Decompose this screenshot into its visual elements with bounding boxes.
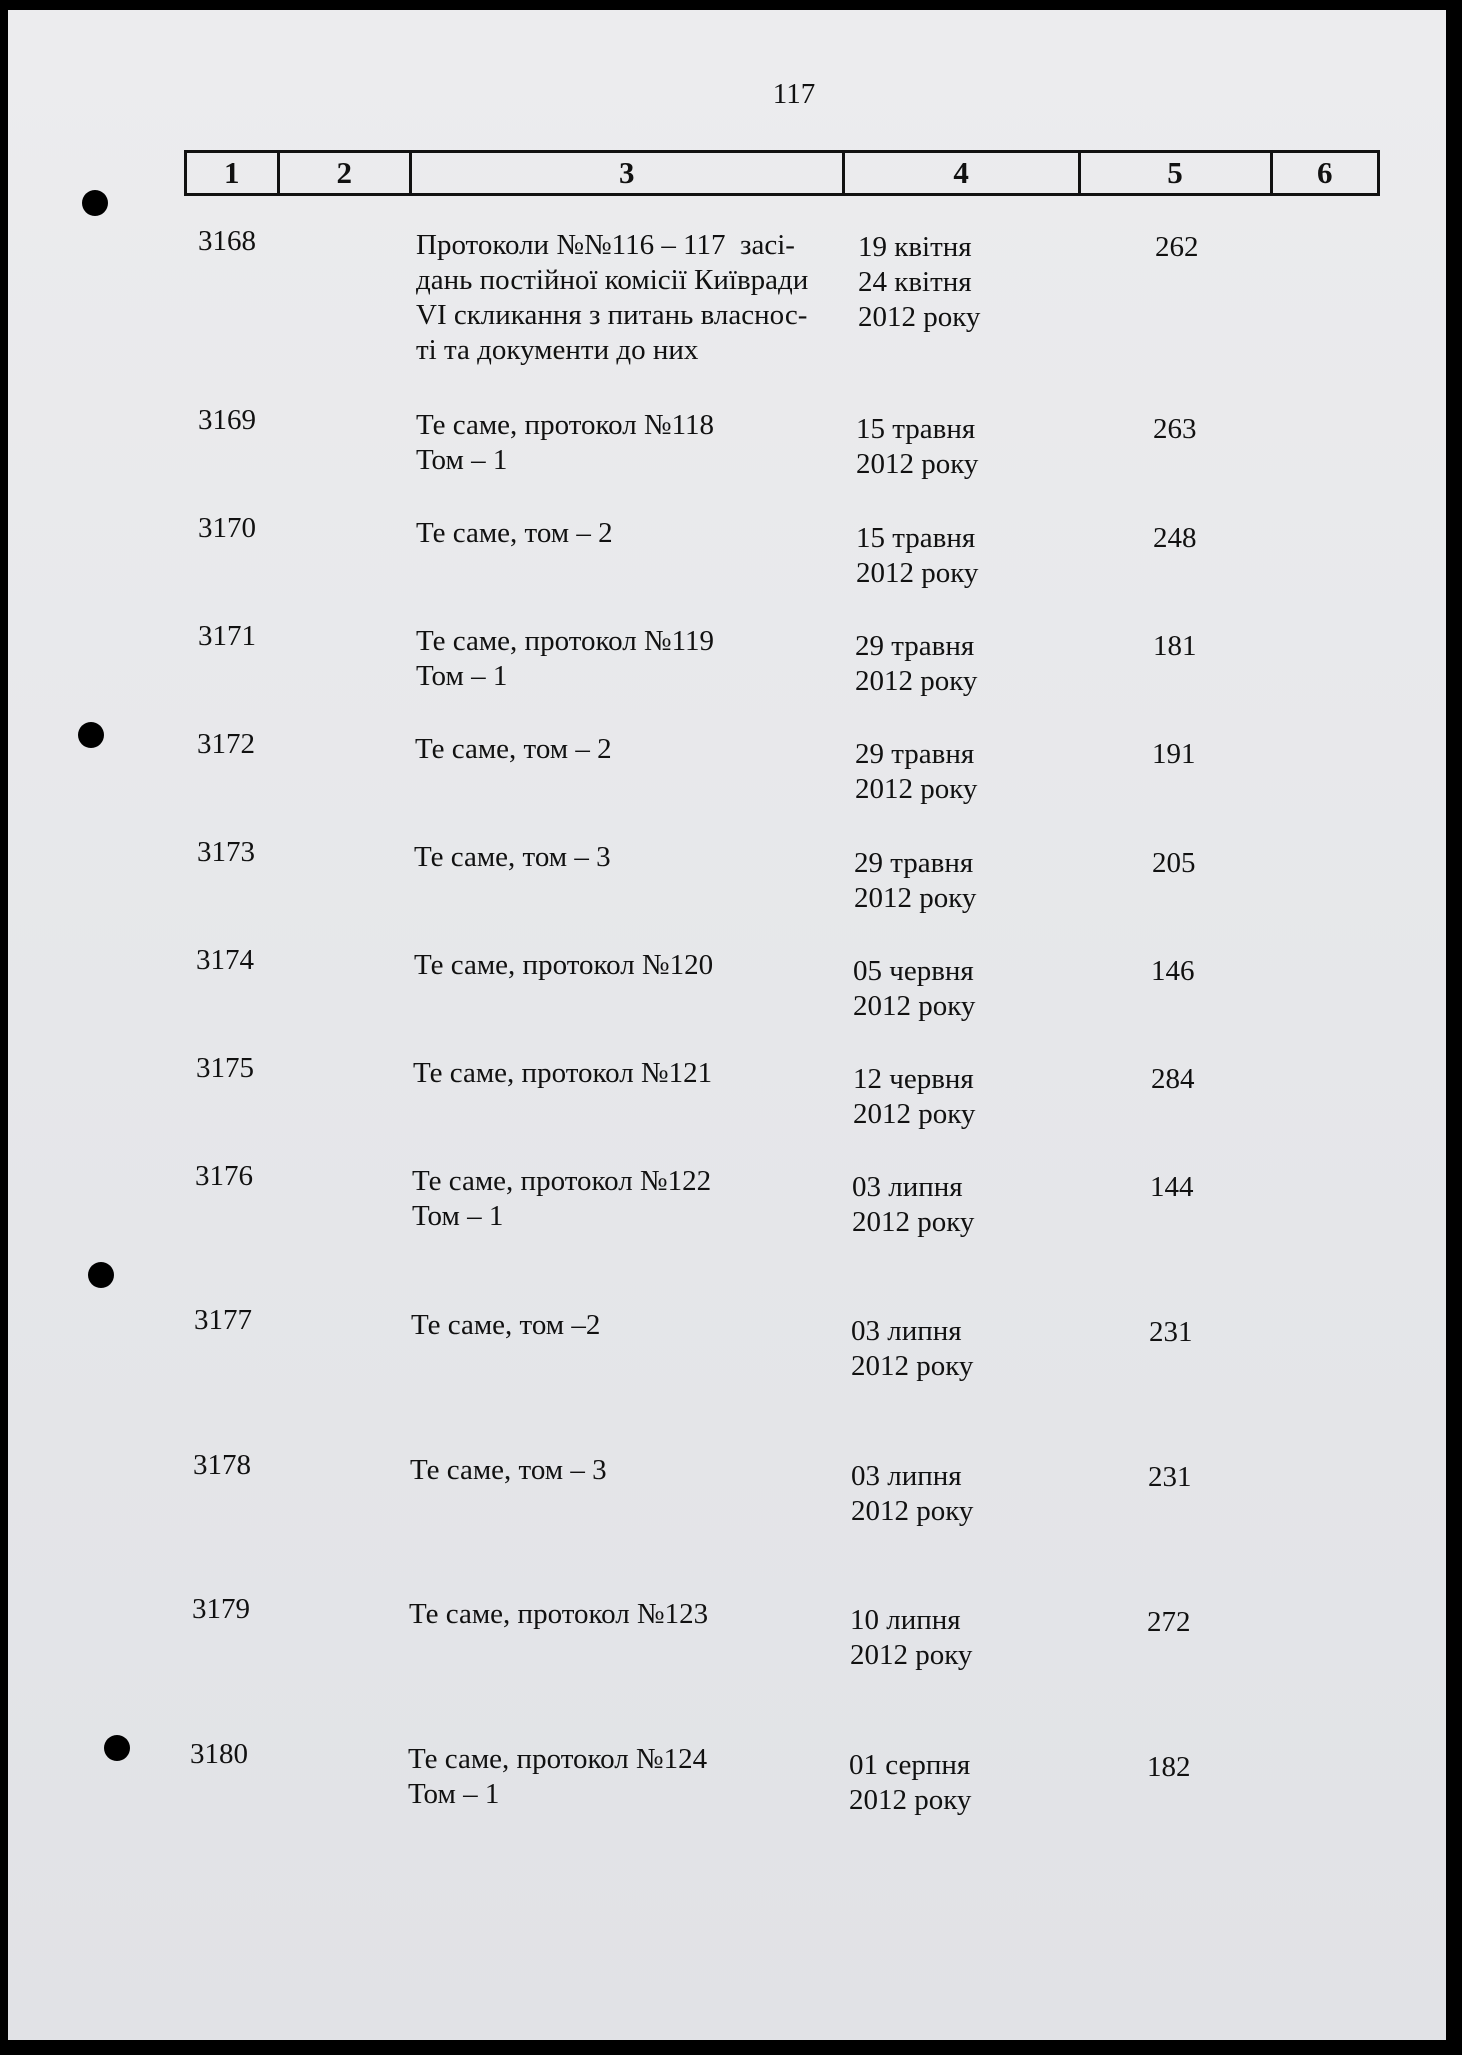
row-date: 03 липня 2012 року <box>852 1171 975 1238</box>
row-date: 12 червня 2012 року <box>853 1063 976 1130</box>
row-count: 205 <box>1152 847 1196 879</box>
column-header: 2 <box>280 153 412 193</box>
row-number: 3173 <box>197 836 255 868</box>
row-count: 262 <box>1155 231 1199 263</box>
row-number: 3176 <box>195 1160 253 1192</box>
row-date: 03 липня 2012 року <box>851 1460 974 1527</box>
row-count: 144 <box>1150 1171 1194 1203</box>
row-title: Те саме, протокол №122 Том – 1 <box>412 1165 712 1232</box>
row-number: 3175 <box>196 1052 254 1084</box>
column-header: 5 <box>1081 153 1273 193</box>
row-number: 3172 <box>197 728 255 760</box>
row-number: 3180 <box>190 1738 248 1770</box>
row-title: Те саме, протокол №120 <box>414 949 714 981</box>
row-title: Те саме, том – 3 <box>410 1454 607 1486</box>
row-number: 3179 <box>192 1593 250 1625</box>
row-title: Те саме, том – 3 <box>414 841 611 873</box>
page-number: 117 <box>772 78 816 110</box>
row-count: 284 <box>1151 1063 1195 1095</box>
row-count: 146 <box>1151 955 1195 987</box>
row-count: 248 <box>1153 522 1197 554</box>
row-count: 231 <box>1148 1461 1192 1493</box>
row-number: 3177 <box>194 1304 252 1336</box>
row-date: 29 травня 2012 року <box>854 847 977 914</box>
row-date: 03 липня 2012 року <box>851 1315 974 1382</box>
row-date: 19 квітня 24 квітня 2012 року <box>858 231 981 333</box>
row-count: 263 <box>1153 413 1197 445</box>
column-header: 6 <box>1317 155 1333 190</box>
row-date: 15 травня 2012 року <box>856 522 979 589</box>
row-title: Протоколи №№116 – 117 засі- дань постійної комісії Київради VI скликання з питань власнос- ті та документи до них <box>416 229 809 366</box>
column-header: 3 <box>412 153 845 193</box>
row-number: 3168 <box>198 225 256 257</box>
row-title: Те саме, том – 2 <box>415 733 612 765</box>
row-title: Те саме, протокол №124 Том – 1 <box>408 1743 708 1810</box>
row-date: 29 травня 2012 року <box>855 738 978 805</box>
row-number: 3178 <box>193 1449 251 1481</box>
row-date: 29 травня 2012 року <box>855 630 978 697</box>
row-date: 10 липня 2012 року <box>850 1604 973 1671</box>
row-title: Те саме, протокол №118 Том – 1 <box>416 409 715 476</box>
row-title: Те саме, протокол №119 Том – 1 <box>416 625 715 692</box>
row-date: 01 серпня 2012 року <box>849 1749 972 1816</box>
column-header: 1 <box>187 153 280 193</box>
column-header: 4 <box>845 153 1081 193</box>
row-count: 272 <box>1147 1606 1191 1638</box>
row-count: 181 <box>1153 630 1197 662</box>
row-title: Те саме, том –2 <box>411 1309 601 1341</box>
row-number: 3170 <box>198 512 256 544</box>
row-title: Те саме, том – 2 <box>416 517 613 549</box>
row-number: 3169 <box>198 404 256 436</box>
row-count: 191 <box>1152 738 1196 770</box>
row-title: Те саме, протокол №123 <box>409 1598 709 1630</box>
row-title: Те саме, протокол №121 <box>413 1057 713 1089</box>
row-number: 3174 <box>196 944 254 976</box>
row-count: 231 <box>1149 1316 1193 1348</box>
row-number: 3171 <box>198 620 256 652</box>
row-count: 182 <box>1147 1751 1191 1783</box>
row-date: 05 червня 2012 року <box>853 955 976 1022</box>
row-date: 15 травня 2012 року <box>856 413 979 480</box>
